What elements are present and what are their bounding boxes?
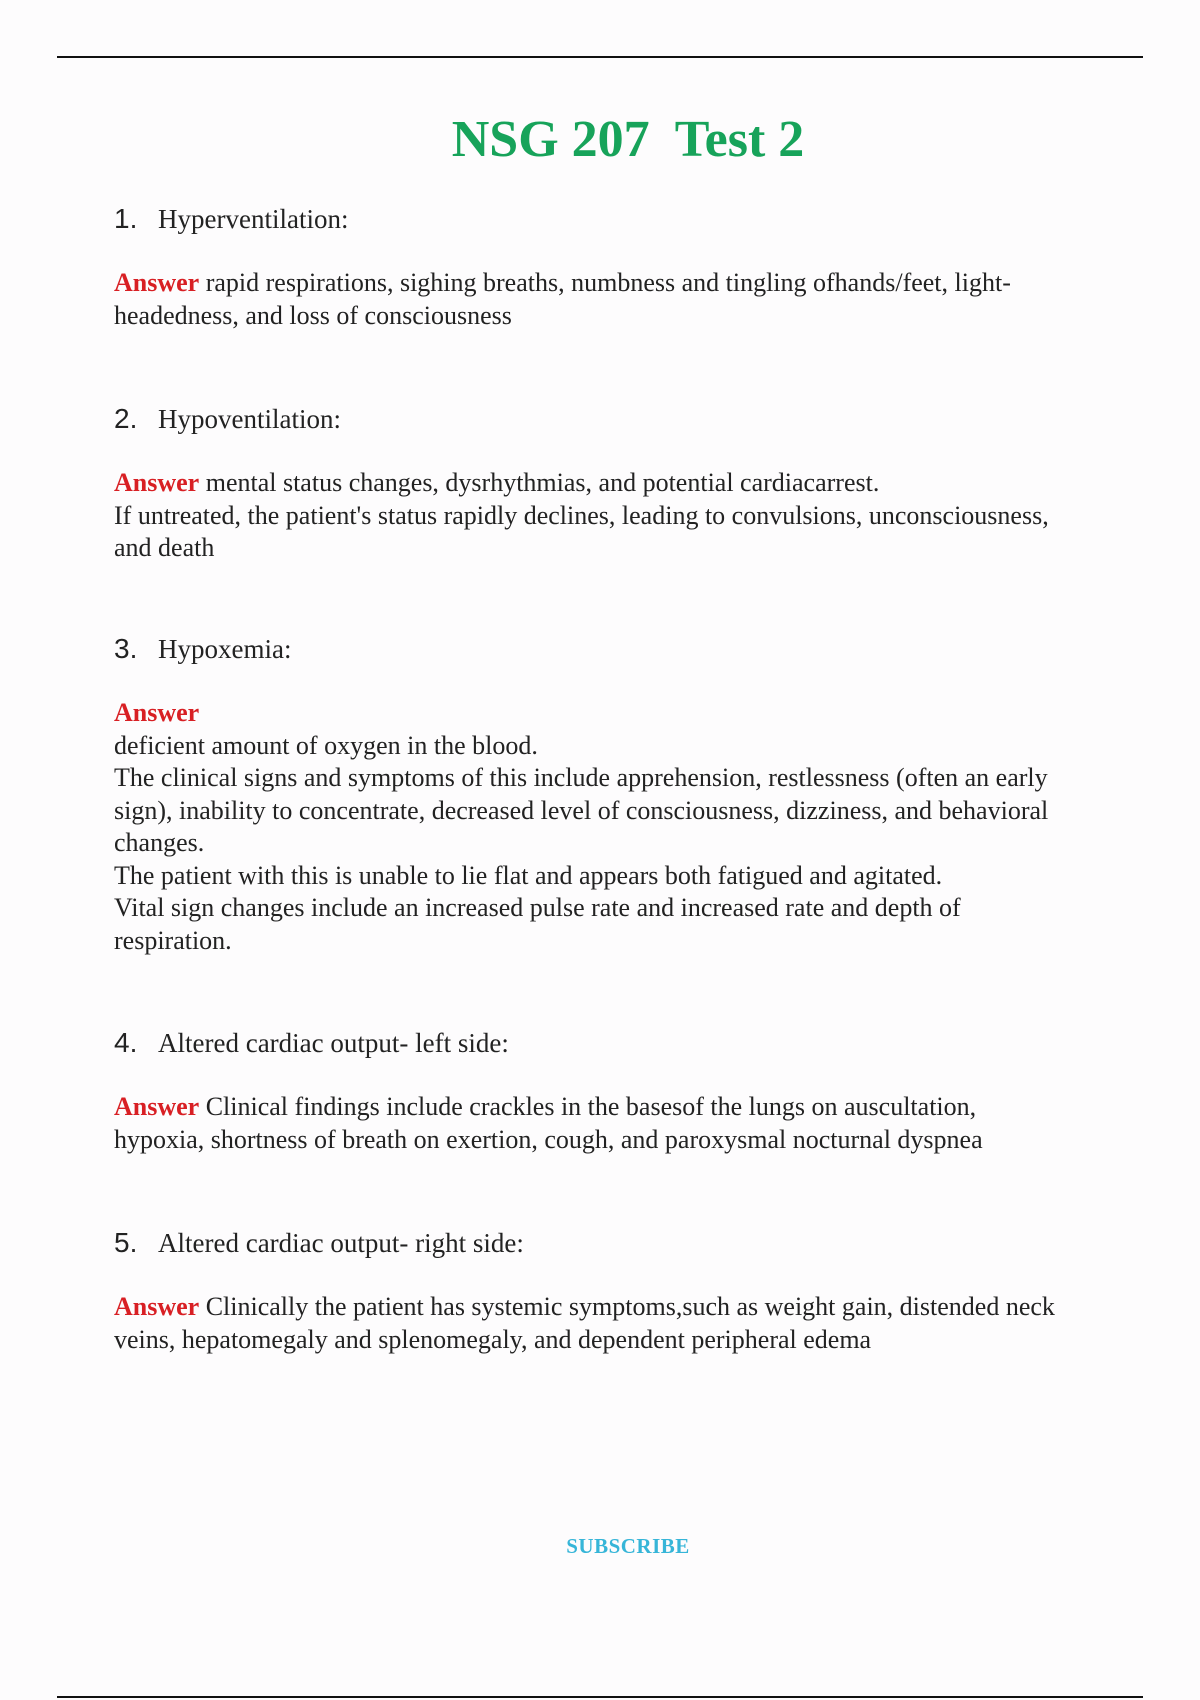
answer-line: headedness, and loss of consciousness <box>114 300 512 330</box>
answer-line: sign), inability to concentrate, decreased level of consciousness, dizziness, and behavioral <box>114 795 1049 825</box>
question-block <box>114 633 1144 957</box>
answer-line: The patient with this is unable to lie flat and appears both fatigued and agitated. <box>114 860 943 890</box>
question-text: Altered cardiac output- left side: <box>158 1028 509 1058</box>
question-heading <box>114 203 1144 235</box>
answer-line <box>114 697 1144 730</box>
question-block <box>114 1027 1144 1156</box>
answer-line <box>114 1091 1144 1124</box>
question-heading <box>114 403 1144 435</box>
question-block <box>114 1227 1144 1356</box>
question-number: 2. <box>114 403 138 434</box>
question-block <box>114 203 1144 332</box>
answer-block <box>114 697 1144 957</box>
question-text: Hypoventilation: <box>158 404 341 434</box>
answer-line: deficient amount of oxygen in the blood. <box>114 730 538 760</box>
answer-text: Clinical findings include crackles in the basesof the lungs on auscultation, <box>199 1092 977 1121</box>
question-text: Hypoxemia: <box>158 634 292 664</box>
answer-block <box>114 267 1144 332</box>
answer-label: Answer <box>114 268 200 297</box>
question-number: 3. <box>114 633 138 664</box>
answer-line: hypoxia, shortness of breath on exertion, cough, and paroxysmal nocturnal dyspnea <box>114 1124 983 1154</box>
answer-line: veins, hepatomegaly and splenomegaly, and dependent peripheral edema <box>114 1324 872 1354</box>
top-rule <box>57 56 1143 58</box>
answer-text: mental status changes, dysrhythmias, and potential cardiacarrest. <box>199 468 880 497</box>
answer-line: Vital sign changes include an increased pulse rate and increased rate and depth of <box>114 893 961 922</box>
question-number: 1. <box>114 203 138 234</box>
answer-line: and death <box>114 533 215 562</box>
answer-block <box>114 1091 1144 1156</box>
answer-line <box>114 267 1144 300</box>
answer-label: Answer <box>114 1292 200 1321</box>
answer-line: respiration. <box>114 925 232 955</box>
question-heading <box>114 1227 1144 1259</box>
answer-label: Answer <box>114 468 200 497</box>
bottom-rule <box>57 1696 1143 1698</box>
question-number: 4. <box>114 1027 138 1058</box>
question-heading <box>114 1027 1144 1059</box>
question-text: Altered cardiac output- right side: <box>158 1228 524 1258</box>
page-title: NSG 207 Test 2 <box>451 111 805 168</box>
answer-block <box>114 1291 1144 1356</box>
answer-line: The clinical signs and symptoms of this include apprehension, restlessness (often an early <box>114 763 1048 792</box>
answer-line: If untreated, the patient's status rapidly declines, leading to convulsions, unconsciousness, <box>114 500 1049 530</box>
subscribe-link[interactable]: SUBSCRIBE <box>566 1534 690 1558</box>
question-block <box>114 403 1144 565</box>
answer-label: Answer <box>114 1092 200 1121</box>
question-heading <box>114 633 1144 665</box>
answer-text: Clinically the patient has systemic symptoms,such as weight gain, distended neck <box>199 1292 1055 1321</box>
question-number: 5. <box>114 1227 138 1258</box>
answer-label: Answer <box>114 698 200 727</box>
answer-line <box>114 467 1144 500</box>
answer-line: changes. <box>114 828 205 857</box>
answer-block <box>114 467 1144 565</box>
answer-line <box>114 1291 1144 1324</box>
answer-text: rapid respirations, sighing breaths, numbness and tingling ofhands/feet, light- <box>199 268 1011 297</box>
question-text: Hyperventilation: <box>158 204 349 234</box>
